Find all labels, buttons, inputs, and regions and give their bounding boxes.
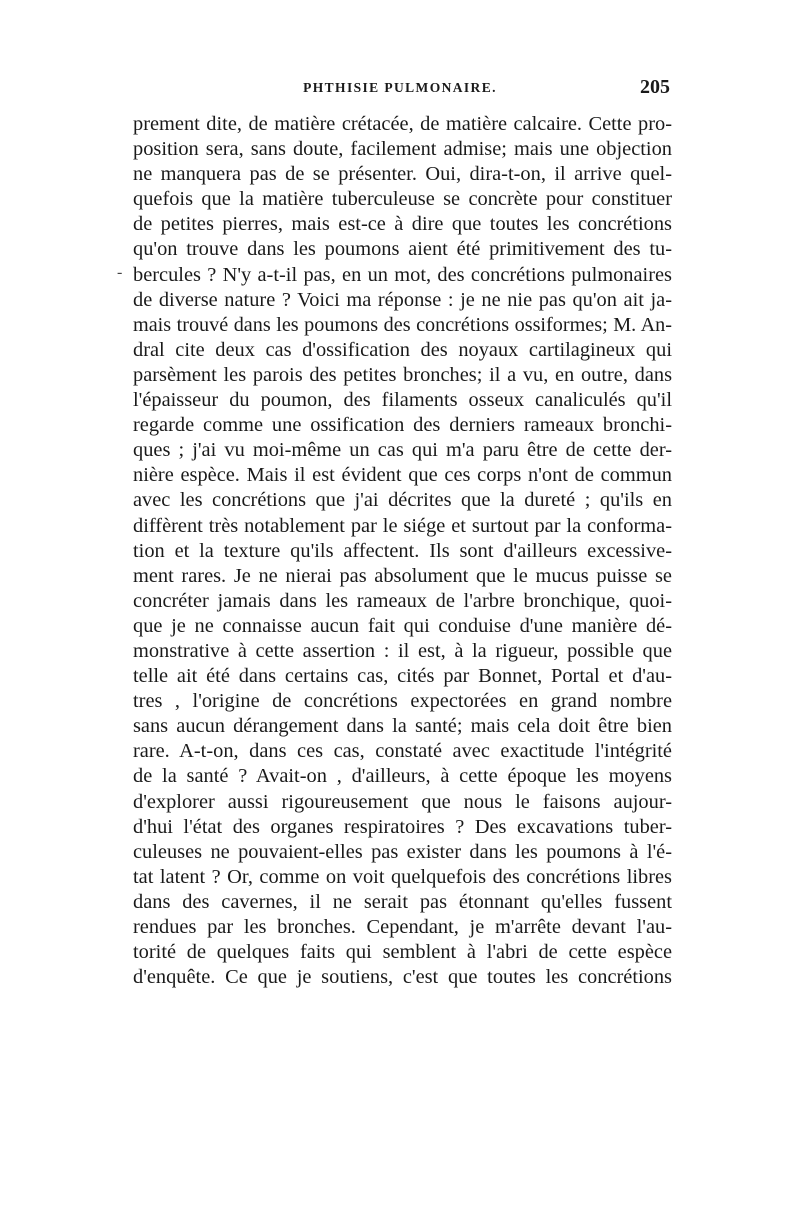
running-title: PHTHISIE PULMONAIRE. [303,80,497,95]
text-line: tres , l'origine de concrétions expectorées en grand nombre [133,690,672,713]
text-line: quefois que la matière tuberculeuse se concrète pour constituer [133,188,672,211]
text-line: de petites pierres, mais est-ce à dire que toutes les concrétions [133,213,672,236]
running-head [130,76,670,100]
margin-mark: - [117,264,123,281]
text-line: avec les concrétions que j'ai décrites que la dureté ; qu'ils en [133,489,672,512]
text-line: concréter jamais dans les rameaux de l'arbre bronchique, quoi- [133,589,672,612]
text-line: bercules ? N'y a-t-il pas, en un mot, des concrétions pulmonaires [133,263,672,286]
text-line: culeuses ne pouvaient-elles pas exister dans les poumons à l'é- [133,840,672,863]
text-line: de la santé ? Avait-on , d'ailleurs, à cette époque les moyens [133,765,672,788]
text-line: parsèment les parois des petites bronches; il a vu, en outre, dans [133,363,672,386]
text-line: sans aucun dérangement dans la santé; mais cela doit être bien [133,715,672,738]
text-line: torité de quelques faits qui semblent à l'abri de cette espèce [133,941,672,964]
text-line: ment rares. Je ne nierai pas absolument que le mucus puisse se [133,564,672,587]
text-line: rendues par les bronches. Cependant, je m'arrête devant l'au- [133,916,672,938]
text-line: monstrative à cette assertion : il est, à la rigueur, possible que [133,639,672,662]
text-line: nière espèce. Mais il est évident que ces corps n'ont de commun [133,464,672,487]
text-line: rare. A-t-on, dans ces cas, constaté avec exactitude l'intégrité [133,740,672,763]
text-line: position sera, sans doute, facilement admise; mais une objection [133,138,672,161]
text-line: tion et la texture qu'ils affectent. Ils sont d'ailleurs excessive- [133,539,672,562]
text-line: mais trouvé dans les poumons des concrétions ossiformes; M. An- [133,313,672,336]
text-line: telle ait été dans certains cas, cités par Bonnet, Portal et d'au- [133,665,672,688]
text-line: de diverse nature ? Voici ma réponse : je ne nie pas qu'on ait ja- [133,288,672,311]
text-line: dral cite deux cas d'ossification des noyaux cartilagineux qui [133,338,672,361]
text-line: d'explorer aussi rigoureusement que nous le faisons aujour- [133,790,672,813]
text-line: prement dite, de matière crétacée, de matière calcaire. Cette pro- [133,113,672,135]
page-number: 205 [640,76,670,98]
text-line: regarde comme une ossification des derniers rameaux bronchi- [133,414,672,437]
body-text [133,112,672,990]
text-line: d'hui l'état des organes respiratoires ? Des excavations tuber- [133,815,672,838]
text-line: diffèrent très notablement par le siége et surtout par la conforma- [133,514,672,537]
text-line: qu'on trouve dans les poumons aient été primitivement des tu- [133,238,672,261]
text-line: que je ne connaisse aucun fait qui conduise d'une manière dé- [133,614,672,637]
text-line: l'épaisseur du poumon, des filaments osseux canaliculés qu'il [133,389,672,412]
text-line: tat latent ? Or, comme on voit quelquefois des concrétions libres [133,865,672,888]
text-line: ques ; j'ai vu moi-même un cas qui m'a paru être de cette der- [133,439,672,462]
text-line: ne manquera pas de se présenter. Oui, dira-t-on, il arrive quel- [133,163,672,186]
text-line: d'enquête. Ce que je soutiens, c'est que toutes les concrétions [133,966,672,989]
text-line: dans des cavernes, il ne serait pas étonnant qu'elles fussent [133,890,672,913]
